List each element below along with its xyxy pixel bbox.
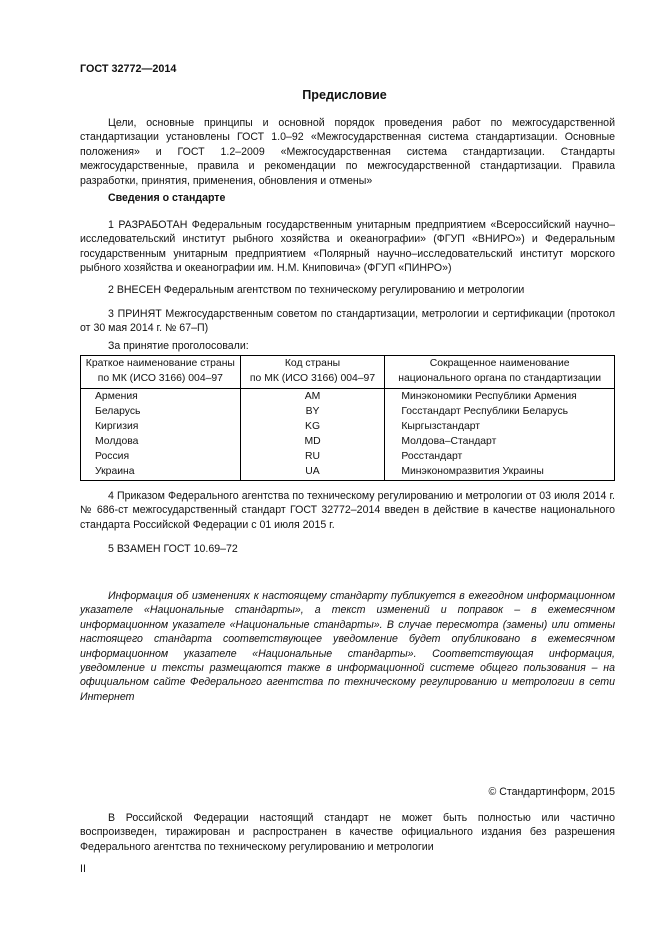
- table-row: [81, 405, 615, 420]
- item-adopted: [80, 307, 615, 336]
- section-heading: Сведения о стандарте: [108, 192, 226, 204]
- authority-cell: Кыргызстандарт: [385, 420, 615, 435]
- votes-caption: [80, 339, 615, 353]
- header-country: Краткое наименование страны по МК (ИСО 3166) 004–97: [81, 356, 241, 389]
- table-row: [81, 435, 615, 450]
- header-authority: Сокращенное наименование национального органа по стандартизации: [385, 356, 615, 389]
- table-row: [81, 389, 615, 406]
- item-enacted: [80, 489, 615, 532]
- reproduction-notice: [80, 811, 615, 854]
- code-cell: MD: [240, 435, 385, 450]
- code-cell: RU: [240, 450, 385, 465]
- item-enacted-text: 4 Приказом Федерального агентства по техническому регулированию и метрологии от 03 июля 2014 г. № 686-ст межгосударственный стандарт ГОСТ 32772–2014 введен в действие в качестве национального стандарта Российской Федерации с 01 июля 2015 г.: [80, 490, 615, 531]
- intro-text: Цели, основные принципы и основной порядок проведения работ по межгосударственной стандартизации установлены ГОСТ 1.0–92 «Межгосударственная система стандартизации. Основные положения» и ГОСТ 1.2–2009 «Межгосударственная система стандартизации. Стандарты межгосударственные, правила и рекомендации по межгосударственной стандартизации. Правила разработки, принятия, применения, обновления и отмены»: [80, 117, 615, 187]
- country-cell: Россия: [81, 450, 241, 465]
- code-cell: BY: [240, 405, 385, 420]
- country-cell: Беларусь: [81, 405, 241, 420]
- country-cell: Армения: [81, 389, 241, 406]
- reproduction-notice-text: В Российской Федерации настоящий стандарт не может быть полностью или частично воспроизведен, тиражирован и распространен в качестве официального издания без разрешения Федерального агентства по техническому регулированию и метрологии: [80, 812, 615, 853]
- copyright: © Стандартинформ, 2015: [488, 786, 615, 798]
- item-replaces: [80, 542, 615, 556]
- page-number: II: [80, 863, 86, 875]
- authority-cell: Молдова–Стандарт: [385, 435, 615, 450]
- item-developed: [80, 218, 615, 276]
- authority-cell: Минэкономики Республики Армения: [385, 389, 615, 406]
- table-row: [81, 420, 615, 435]
- authority-cell: Госстандарт Республики Беларусь: [385, 405, 615, 420]
- table-header-row: [81, 356, 615, 389]
- item-submitted-text: 2 ВНЕСЕН Федеральным агентством по техническому регулированию и метрологии: [108, 284, 525, 296]
- table-row: [81, 450, 615, 465]
- code-cell: UA: [240, 465, 385, 481]
- standard-code: ГОСТ 32772—2014: [80, 63, 177, 75]
- changes-notice-text: Информация об изменениях к настоящему стандарту публикуется в ежегодном информационном указателе «Национальные стандарты», а текст изменений и поправок – в ежемесячном информационном указателе «Национальные стандарты». В случае пересмотра (замены) или отмены настоящего стандарта соответствующее уведомление будет опубликовано в ежемесячном информационном указателе «Национальные стандарты». Соответствующая информация, уведомление и тексты размещаются также в информационной системе общего пользования – на официальном сайте Федерального агентства по техническому регулированию и метрологии в сети Интернет: [80, 590, 615, 703]
- item-submitted: [80, 283, 615, 297]
- country-cell: Украина: [81, 465, 241, 481]
- page-title: Предисловие: [302, 88, 387, 102]
- country-cell: Киргизия: [81, 420, 241, 435]
- changes-notice: [80, 589, 615, 704]
- votes-table: [80, 355, 615, 481]
- item-developed-text: 1 РАЗРАБОТАН Федеральным государственным унитарным предприятием «Всероссийский научно–исследовательский институт рыбного хозяйства и океанографии» (ФГУП «ВНИРО») и Федеральным государственным унитарным предприятием «Полярный научно–исследовательский институт морского рыбного хозяйства и океанографии им. Н.М. Книповича» (ФГУП «ПИНРО»): [80, 219, 615, 275]
- header-code: Код страны по МК (ИСО 3166) 004–97: [240, 356, 385, 389]
- item-replaces-text: 5 ВЗАМЕН ГОСТ 10.69–72: [108, 543, 238, 555]
- authority-cell: Росстандарт: [385, 450, 615, 465]
- code-cell: AM: [240, 389, 385, 406]
- intro-paragraph: [80, 116, 615, 188]
- votes-caption-text: За принятие проголосовали:: [108, 340, 249, 352]
- item-adopted-text: 3 ПРИНЯТ Межгосударственным советом по стандартизации, метрологии и сертификации (протокол от 30 мая 2014 г. № 67–П): [80, 308, 615, 335]
- country-cell: Молдова: [81, 435, 241, 450]
- code-cell: KG: [240, 420, 385, 435]
- table-row: [81, 465, 615, 481]
- authority-cell: Минэкономразвития Украины: [385, 465, 615, 481]
